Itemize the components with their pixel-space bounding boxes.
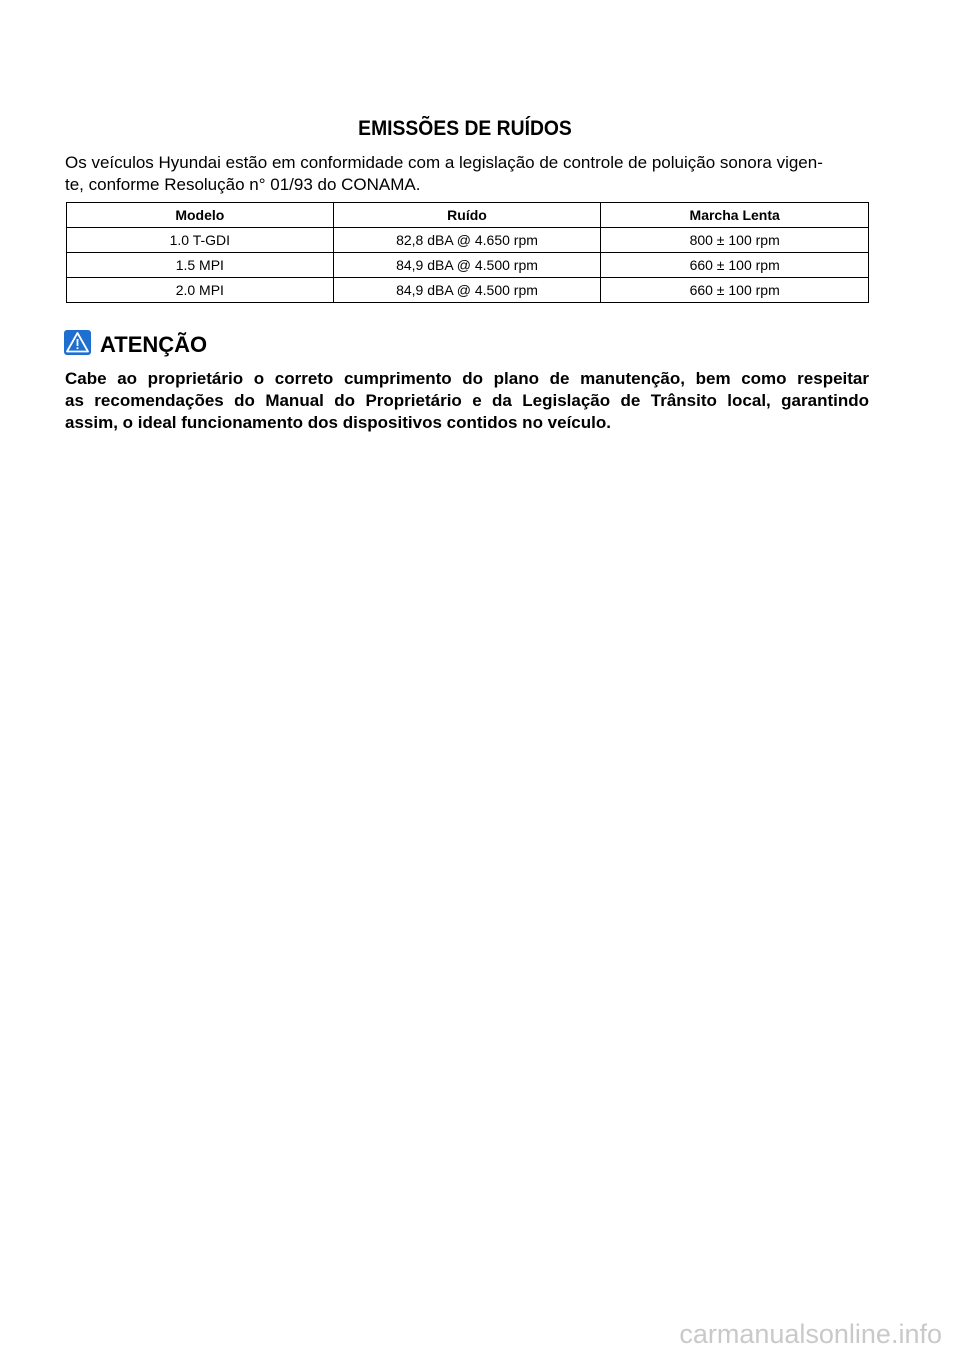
noise-emissions-table	[66, 202, 869, 303]
table-row	[67, 278, 869, 303]
warning-heading	[64, 327, 207, 357]
header-marcha-lenta: Marcha Lenta	[601, 203, 869, 228]
cell-marcha-lenta: 800 ± 100 rpm	[601, 228, 869, 253]
cell-ruido: 84,9 dBA @ 4.500 rpm	[333, 253, 601, 278]
warning-title: ATENÇÃO	[100, 332, 208, 357]
intro-line: te, conforme Resolução n° 01/93 do CONAMA.	[65, 175, 421, 194]
cell-ruido: 82,8 dBA @ 4.650 rpm	[333, 228, 601, 253]
table-header-row	[67, 203, 869, 228]
cell-modelo: 1.5 MPI	[67, 253, 334, 278]
header-ruido: Ruído	[333, 203, 601, 228]
table-row	[67, 253, 869, 278]
page-title: EMISSÕES DE RUÍDOS	[358, 117, 572, 140]
cell-marcha-lenta: 660 ± 100 rpm	[601, 278, 869, 303]
warning-line: Cabe ao proprietário o correto cumprimento do plano de manutenção, bem como respeitar	[65, 369, 869, 388]
cell-modelo: 1.0 T-GDI	[67, 228, 334, 253]
cell-marcha-lenta: 660 ± 100 rpm	[601, 253, 869, 278]
table-row	[67, 228, 869, 253]
warning-text	[65, 368, 869, 434]
watermark: carmanualsonline.info	[679, 1319, 942, 1349]
intro-line: Os veículos Hyundai estão em conformidade com a legislação de controle de poluição sonora vigen-	[65, 153, 823, 172]
header-modelo: Modelo	[67, 203, 334, 228]
warning-line: assim, o ideal funcionamento dos dispositivos contidos no veículo.	[65, 413, 611, 432]
intro-paragraph	[65, 152, 875, 196]
warning-triangle-icon	[64, 330, 91, 355]
cell-modelo: 2.0 MPI	[67, 278, 334, 303]
cell-ruido: 84,9 dBA @ 4.500 rpm	[333, 278, 601, 303]
warning-line: as recomendações do Manual do Proprietário e da Legislação de Trânsito local, garantindo	[65, 391, 869, 410]
